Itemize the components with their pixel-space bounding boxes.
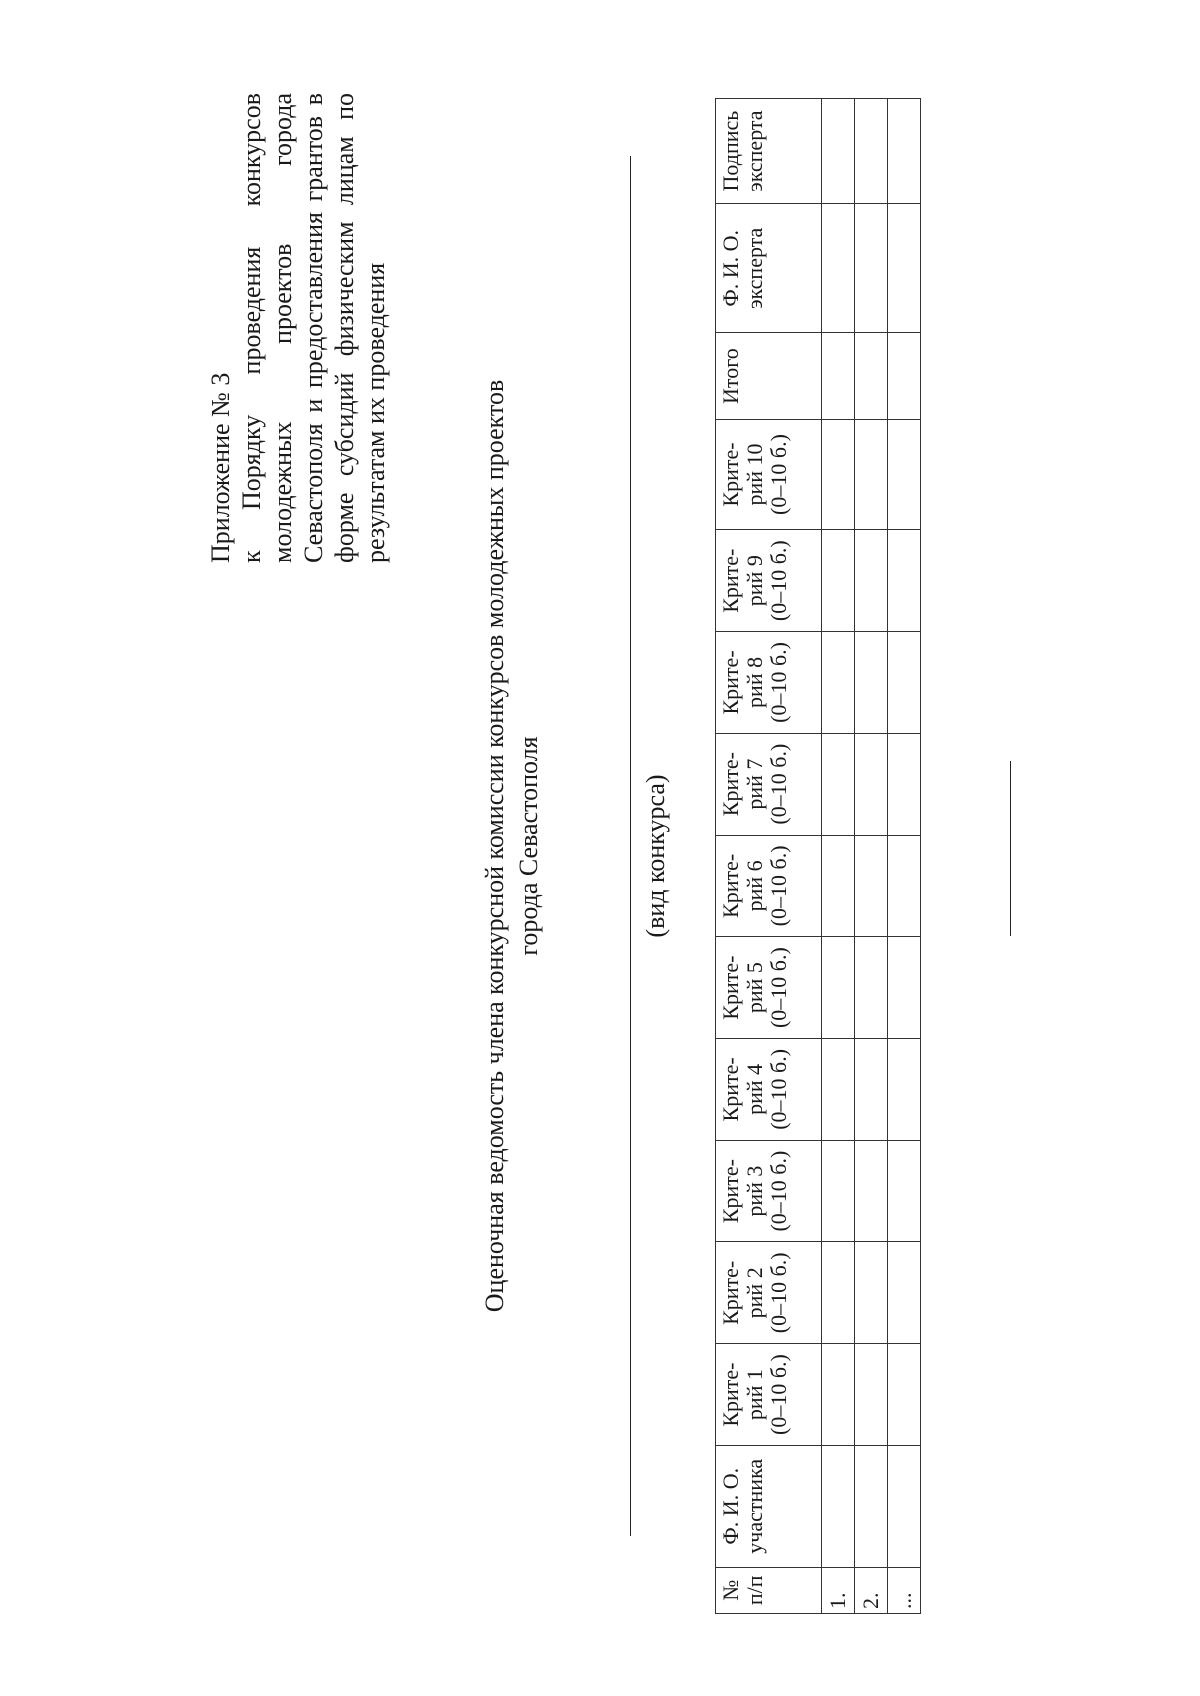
cell-criterion-9 xyxy=(888,530,921,632)
cell-criterion-5 xyxy=(855,937,888,1039)
cell-number: ... xyxy=(888,1567,921,1613)
cell-criterion-1 xyxy=(888,1344,921,1446)
cell-expert-name xyxy=(888,204,921,333)
cell-criterion-4 xyxy=(822,1038,855,1140)
cell-number: 1. xyxy=(822,1567,855,1613)
appendix-block xyxy=(205,93,391,563)
cell-criterion-3 xyxy=(855,1140,888,1242)
cell-criterion-10 xyxy=(822,419,855,530)
cell-criterion-2 xyxy=(888,1242,921,1344)
cell-criterion-1 xyxy=(855,1344,888,1446)
score-table xyxy=(715,98,921,1614)
cell-criterion-7 xyxy=(888,733,921,835)
header-participant-name: Ф. И. О. участника xyxy=(716,1445,822,1567)
cell-criterion-6 xyxy=(888,835,921,937)
cell-criterion-8 xyxy=(822,632,855,734)
appendix-line: грантов в форме субсидий xyxy=(299,93,359,563)
document-title xyxy=(478,186,546,1506)
table-row xyxy=(855,99,888,1614)
header-criterion-1: Крите- рий 1 (0–10 б.) xyxy=(716,1344,822,1446)
contest-type-rule xyxy=(630,156,631,1536)
appendix-line: физическим лицам по результатам xyxy=(330,93,390,563)
cell-criterion-2 xyxy=(822,1242,855,1344)
cell-participant-name xyxy=(855,1445,888,1567)
cell-criterion-9 xyxy=(855,530,888,632)
header-number: № п/п xyxy=(716,1567,822,1613)
cell-criterion-2 xyxy=(855,1242,888,1344)
cell-criterion-7 xyxy=(822,733,855,835)
cell-criterion-8 xyxy=(855,632,888,734)
header-criterion-10: Крите- рий 10 (0–10 б.) xyxy=(716,419,822,530)
header-criterion-3: Крите- рий 3 (0–10 б.) xyxy=(716,1140,822,1242)
table-body xyxy=(822,99,921,1614)
cell-participant-name xyxy=(888,1445,921,1567)
contest-type-caption: (вид конкурса) xyxy=(641,774,670,938)
document-title-line-2: города Севастополя xyxy=(514,736,543,956)
cell-criterion-1 xyxy=(822,1344,855,1446)
table-row xyxy=(822,99,855,1614)
cell-expert-name xyxy=(822,204,855,333)
cell-criterion-7 xyxy=(855,733,888,835)
cell-criterion-4 xyxy=(855,1038,888,1140)
cell-criterion-9 xyxy=(822,530,855,632)
header-expert-name: Ф. И. О. эксперта xyxy=(716,204,822,333)
cell-expert-name xyxy=(855,204,888,333)
header-criterion-4: Крите- рий 4 (0–10 б.) xyxy=(716,1038,822,1140)
cell-criterion-8 xyxy=(888,632,921,734)
cell-expert-signature xyxy=(855,99,888,204)
cell-participant-name xyxy=(822,1445,855,1567)
header-criterion-2: Крите- рий 2 (0–10 б.) xyxy=(716,1242,822,1344)
cell-criterion-6 xyxy=(855,835,888,937)
cell-criterion-10 xyxy=(888,419,921,530)
cell-number: 2. xyxy=(855,1567,888,1613)
table-row xyxy=(888,99,921,1614)
cell-criterion-5 xyxy=(888,937,921,1039)
header-criterion-6: Крите- рий 6 (0–10 б.) xyxy=(716,835,822,937)
cell-criterion-10 xyxy=(855,419,888,530)
appendix-text xyxy=(236,93,391,563)
header-expert-signature: Подпись эксперта xyxy=(716,99,822,204)
appendix-line: их проведения xyxy=(361,262,390,424)
cell-criterion-4 xyxy=(888,1038,921,1140)
cell-expert-signature xyxy=(888,99,921,204)
appendix-line: к Порядку проведения конкурсов xyxy=(237,93,266,563)
cell-criterion-3 xyxy=(822,1140,855,1242)
appendix-line: Севастополя и предоставления xyxy=(299,212,328,563)
appendix-title: Приложение № 3 xyxy=(206,372,235,563)
appendix-line: молодежных проектов города xyxy=(268,93,297,563)
cell-criterion-6 xyxy=(822,835,855,937)
cell-total xyxy=(822,333,855,419)
header-criterion-8: Крите- рий 8 (0–10 б.) xyxy=(716,632,822,734)
cell-criterion-3 xyxy=(888,1140,921,1242)
cell-total xyxy=(888,333,921,419)
cell-expert-signature xyxy=(822,99,855,204)
table-header-row xyxy=(716,99,822,1614)
header-criterion-9: Крите- рий 9 (0–10 б.) xyxy=(716,530,822,632)
header-criterion-5: Крите- рий 5 (0–10 б.) xyxy=(716,937,822,1039)
document-title-line-1: Оценочная ведомость члена конкурсной комиссии конкурсов молодежных проектов xyxy=(480,379,509,1313)
header-criterion-7: Крите- рий 7 (0–10 б.) xyxy=(716,733,822,835)
bottom-rule xyxy=(1010,761,1011,936)
cell-criterion-5 xyxy=(822,937,855,1039)
cell-total xyxy=(855,333,888,419)
header-total: Итого xyxy=(716,333,822,419)
